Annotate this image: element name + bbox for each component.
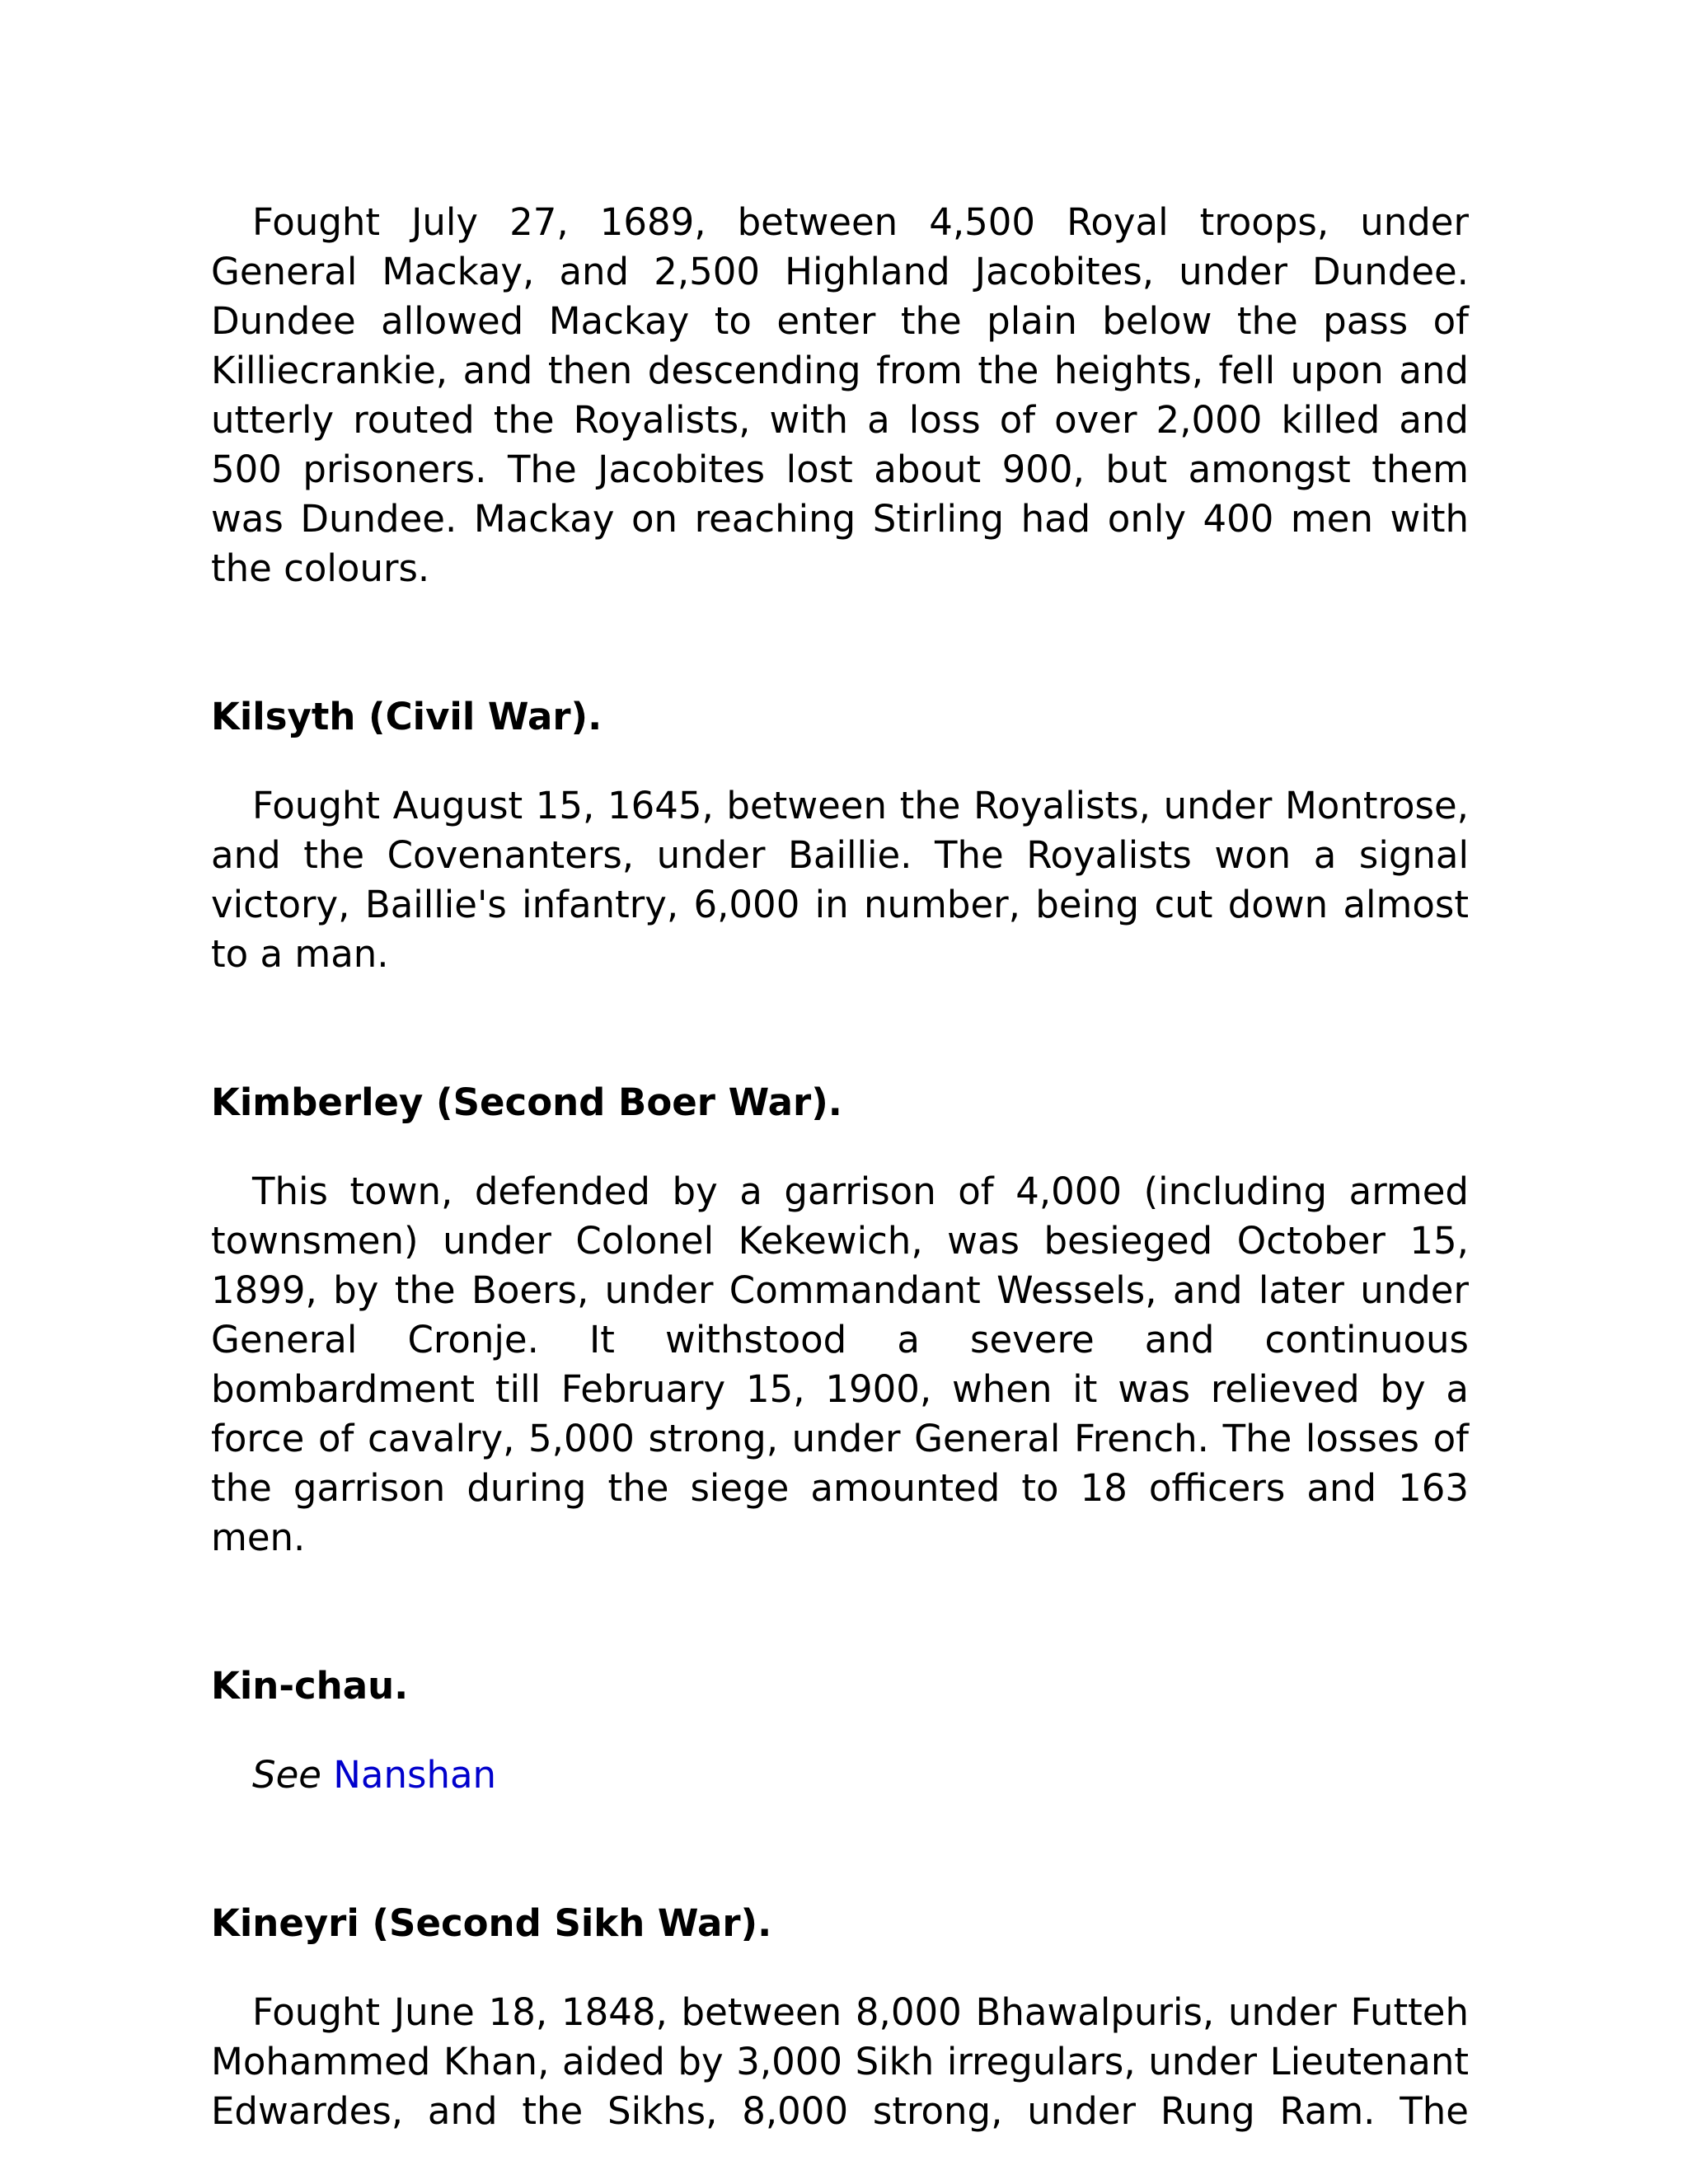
see-reference <box>211 1750 1469 1800</box>
kimberley-heading: Kimberley (Second Boer War). <box>211 1080 842 1124</box>
kin-chau-heading: Kin-chau. <box>211 1664 409 1708</box>
killiecrankie-paragraph: Fought July 27, 1689, between 4,500 Royal troops, under General Mackay, and 2,500 Highland Jacobites, under Dundee. Dundee allowed Mackay to enter the plain below the pass of Killiecrankie, and then descending from the heights, fell upon and utterly routed the Royalists, with a loss of over 2,000 killed and 500 prisoners. The Jacobites lost about 900, but amongst them was Dundee. Mackay on reaching Stirling had only 400 men with the colours. <box>211 200 1469 590</box>
see-prefix: See <box>252 1753 321 1797</box>
kineyri-heading: Kineyri (Second Sikh War). <box>211 1901 772 1945</box>
kilsyth-paragraph: Fought August 15, 1645, between the Royalists, under Montrose, and the Covenanters, under Baillie. The Royalists won a signal victory, Baillie's infantry, 6,000 in number, being cut down almost to a man. <box>211 784 1469 976</box>
kineyri-paragraph: Fought June 18, 1848, between 8,000 Bhawalpuris, under Futteh Mohammed Khan, aided by 3,000 Sikh irregulars, under Lieutenant Edwardes, and the Sikhs, 8,000 strong, under Rung Ram. The <box>211 1990 1469 2133</box>
nanshan-link[interactable]: Nanshan <box>333 1753 497 1797</box>
kilsyth-heading: Kilsyth (Civil War). <box>211 695 603 738</box>
document-page <box>211 198 1469 2136</box>
kimberley-paragraph: This town, defended by a garrison of 4,000 (including armed townsmen) under Colonel Kekewich, was besieged October 15, 1899, by the Boers, under Commandant Wessels, and later under General Cronje. It withstood a severe and continuous bombardment till February 15, 1900, when it was relieved by a force of cavalry, 5,000 strong, under General French. The losses of the garrison during the siege amounted to 18 officers and 163 men. <box>211 1169 1469 1559</box>
